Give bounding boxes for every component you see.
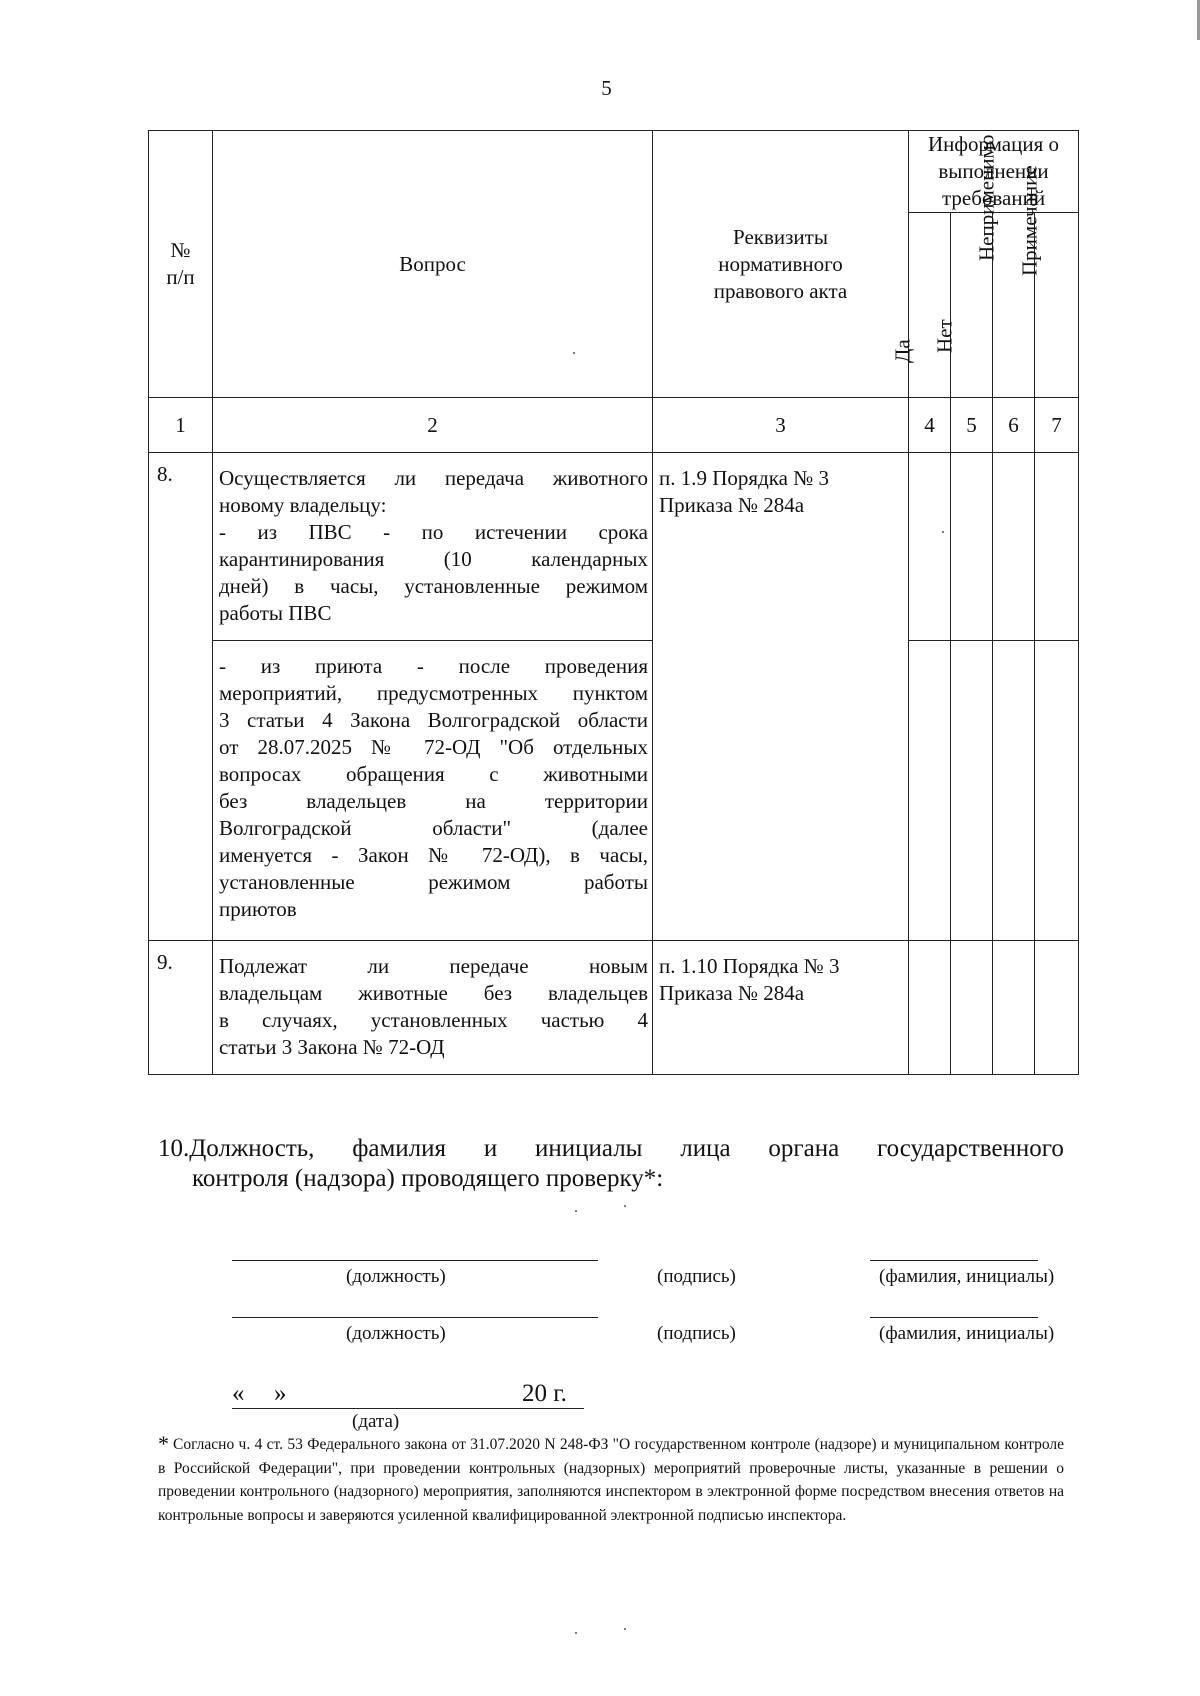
inspector-section-heading: [158, 1134, 1064, 1194]
question-cell: [213, 453, 653, 641]
answer-yes-cell[interactable]: [909, 453, 951, 641]
question-line: без владельцев на территории: [219, 789, 648, 813]
heading-word: инициалы: [535, 1135, 643, 1162]
question-line: дней) в часы, установленные режимом: [219, 574, 648, 598]
header-no-label: Нет: [932, 319, 956, 354]
header-requisites: [653, 131, 909, 398]
column-index: 7: [1035, 398, 1079, 453]
question-line: владельцам животные без владельцев: [219, 981, 648, 1005]
page-number: 5: [601, 76, 612, 100]
answer-yes-cell[interactable]: [909, 641, 951, 941]
inspector-heading-line2: контроля (надзора) проводящего проверку*:: [192, 1165, 664, 1192]
answer-no-cell[interactable]: [951, 941, 993, 1075]
heading-word: государственного: [877, 1135, 1064, 1162]
question-line: вопросах обращения с животными: [219, 762, 648, 786]
inspector-heading-line1: [158, 1134, 1064, 1164]
column-index: 2: [213, 398, 653, 453]
header-num: [149, 131, 213, 398]
header-question: Вопрос: [213, 131, 653, 398]
answer-not-applicable-cell[interactable]: [993, 453, 1035, 641]
name-label: (фамилия, инициалы): [879, 1323, 1055, 1344]
requisites-cell: [653, 453, 909, 941]
question-line: - из приюта - после проведения: [219, 654, 648, 678]
position-label: (должность): [346, 1266, 446, 1287]
question-line: Подлежат ли передаче новым: [219, 954, 648, 978]
header-row: [149, 131, 1079, 213]
header-yes-label: Да: [890, 339, 914, 364]
requisites-line: Приказа № 284а: [659, 981, 805, 1005]
requisites-cell: [653, 941, 909, 1075]
column-index: 3: [653, 398, 909, 453]
row-number: 8.: [149, 453, 213, 941]
question-line: работы ПВС: [219, 601, 332, 625]
heading-word: и: [483, 1135, 498, 1162]
table-row: [149, 453, 1079, 641]
question-line: новому владельцу:: [219, 493, 387, 517]
position-line[interactable]: [232, 1317, 598, 1318]
answer-note-cell[interactable]: [1035, 453, 1079, 641]
question-line: в случаях, установленных частью 4: [219, 1008, 648, 1032]
column-index: 5: [951, 398, 993, 453]
footnote-star: *: [158, 1431, 169, 1456]
footnote: [158, 1432, 1064, 1527]
answer-not-applicable-cell[interactable]: [993, 941, 1035, 1075]
question-line: мероприятий, предусмотренных пунктом: [219, 681, 648, 705]
date-year: 20 г.: [522, 1380, 567, 1407]
header-requisites-label: Реквизиты нормативного правового акта: [713, 224, 848, 303]
table-row: [149, 941, 1079, 1075]
question-line: установленные режимом работы: [219, 870, 648, 894]
question-line: приютов: [219, 897, 297, 921]
signature-label: (подпись): [657, 1266, 736, 1287]
heading-word: лица: [680, 1135, 731, 1162]
checklist-table: [148, 130, 1079, 1075]
row-number: 9.: [149, 941, 213, 1075]
answer-yes-cell[interactable]: [909, 941, 951, 1075]
answer-no-cell[interactable]: [951, 641, 993, 941]
requisites-line: п. 1.9 Порядка № 3: [659, 466, 829, 490]
heading-word: 10.Должность,: [158, 1135, 315, 1162]
date-underline: [232, 1408, 584, 1409]
scan-speck: [624, 1628, 626, 1630]
position-label: (должность): [346, 1323, 446, 1344]
question-line: статьи 3 Закона № 72-ОД: [219, 1035, 445, 1059]
header-note-label: Примечание: [1017, 165, 1041, 277]
header-not-applicable-label: Неприменимо: [974, 134, 998, 261]
heading-word: фамилия: [352, 1135, 447, 1162]
column-index: 4: [909, 398, 951, 453]
heading-word: органа: [768, 1135, 840, 1162]
header-yes: [890, 213, 951, 398]
requisites-line: п. 1.10 Порядка № 3: [659, 954, 840, 978]
question-cell: [213, 941, 653, 1075]
answer-no-cell[interactable]: [951, 453, 993, 641]
question-line: карантинирования (10 календарных: [219, 547, 648, 571]
name-label: (фамилия, инициалы): [879, 1266, 1055, 1287]
answer-not-applicable-cell[interactable]: [993, 641, 1035, 941]
name-line[interactable]: [870, 1317, 1038, 1318]
requisites-line: Приказа № 284а: [659, 493, 805, 517]
question-line: 3 статьи 4 Закона Волгоградской области: [219, 708, 648, 732]
header-num-label: № п/п: [166, 238, 195, 289]
question-line: Волгоградской области" (далее: [219, 816, 648, 840]
answer-note-cell[interactable]: [1035, 641, 1079, 941]
question-cell: [213, 641, 653, 941]
date-open-quote: «: [232, 1380, 245, 1407]
header-info-label: Информация о выполнении требований: [927, 132, 1060, 210]
column-index: 1: [149, 398, 213, 453]
table-row: [149, 641, 1079, 941]
question-line: Осуществляется ли передача животного: [219, 466, 648, 490]
position-line[interactable]: [232, 1260, 598, 1261]
scan-speck: [624, 1205, 626, 1207]
header-note: [1017, 165, 1079, 398]
scan-speck: [575, 1210, 577, 1212]
name-line[interactable]: [870, 1260, 1038, 1261]
date-close-quote: »: [274, 1380, 287, 1407]
question-line: именуется - Закон № 72-ОД), в часы,: [219, 843, 648, 867]
question-line: от 28.07.2025 № 72-ОД "Об отдельных: [219, 735, 648, 759]
scan-speck: [942, 531, 944, 533]
column-index-row: [149, 398, 1079, 453]
signature-label: (подпись): [657, 1323, 736, 1344]
question-line: - из ПВС - по истечении срока: [219, 520, 648, 544]
scan-speck: [573, 352, 575, 354]
footnote-text: Согласно ч. 4 ст. 53 Федерального закона от 31.07.2020 N 248-ФЗ "О государственном контроле (надзоре) и муниципальном контроле в Российской Федерации", при проведении контрольных (надзорных) мероприятий проверочные листы, указанные в решении о проведении контрольного (надзорного) мероприятия, заполняются инспектором в электронной форме посредством внесения ответов на контрольные вопросы и заверяются усиленной квалифицированной электронной подписью инспектора.: [158, 1436, 1064, 1524]
scan-speck: [575, 1632, 577, 1634]
column-index: 6: [993, 398, 1035, 453]
date-label: (дата): [352, 1411, 400, 1432]
answer-note-cell[interactable]: [1035, 941, 1079, 1075]
